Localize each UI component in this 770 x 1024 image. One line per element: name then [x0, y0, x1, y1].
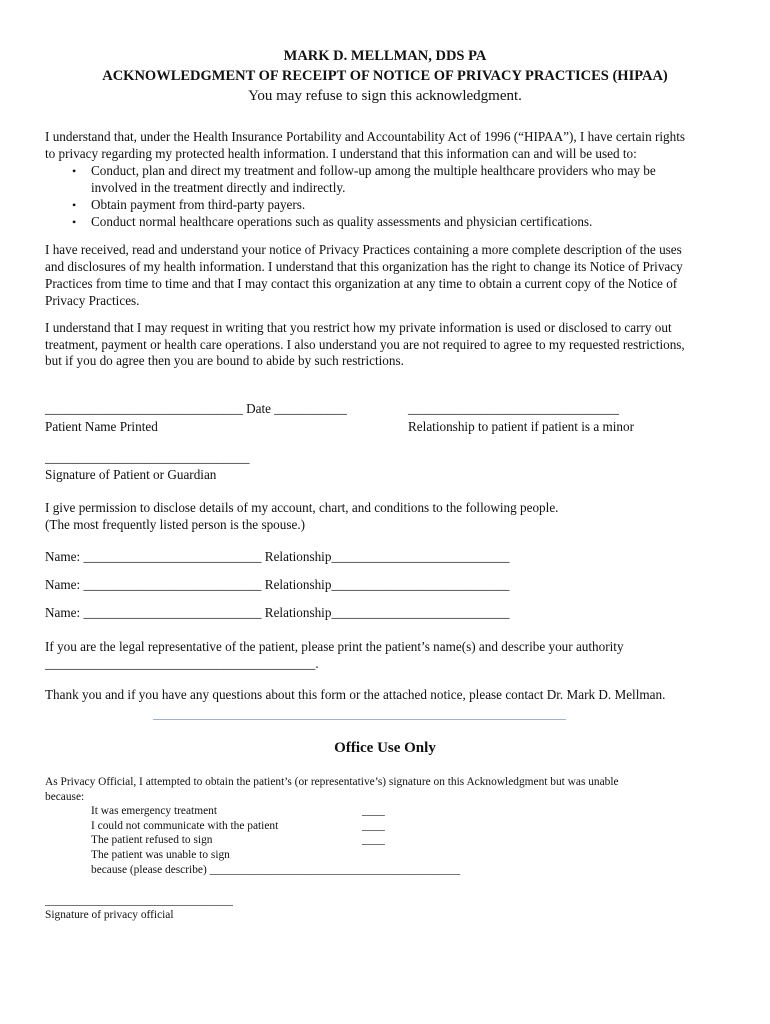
- name-relationship-row-3[interactable]: Name: ___________________________ Relationship___________________________: [45, 605, 510, 620]
- divider: [153, 719, 566, 720]
- office-line-1: As Privacy Official, I attempted to obtain the patient’s (or representative’s) signature on this Acknowledgment but was unable: [45, 776, 619, 788]
- practice-name: MARK D. MELLMAN, DDS PA: [283, 48, 487, 64]
- intro-line-1: I understand that, under the Health Insurance Portability and Accountability Act of 1996 (“HIPAA”), I have certain rights: [45, 129, 686, 144]
- reason-refused-check[interactable]: ____: [362, 834, 385, 846]
- bullet-1-line-1: Conduct, plan and direct my treatment and follow-up among the multiple healthcare providers who may be: [91, 163, 656, 178]
- form-subtitle: You may refuse to sign this acknowledgment.: [248, 88, 522, 104]
- office-use-title: Office Use Only: [334, 740, 436, 756]
- bullet-icon: •: [72, 198, 77, 212]
- intro-line-2: to privacy regarding my protected health information. I understand that this information can and will be used to:: [45, 146, 637, 161]
- bullet-icon: •: [72, 164, 77, 178]
- official-signature-label: Signature of privacy official: [45, 909, 174, 921]
- reason-unable: The patient was unable to sign: [91, 849, 230, 861]
- permission-line-2: (The most frequently listed person is the spouse.): [45, 517, 306, 532]
- permission-line-1: I give permission to disclose details of my account, chart, and conditions to the following people.: [45, 500, 559, 515]
- relationship-label: Relationship to patient if patient is a minor: [408, 419, 634, 434]
- reason-emergency-check[interactable]: ____: [362, 805, 385, 817]
- form-title: ACKNOWLEDGMENT OF RECEIPT OF NOTICE OF PRIVACY PRACTICES (HIPAA): [102, 68, 668, 84]
- para2-line-4: Privacy Practices.: [45, 293, 140, 308]
- reason-communicate: I could not communicate with the patient: [91, 820, 279, 832]
- para3-line-3: but if you do agree then you are bound to abide by such restrictions.: [45, 353, 404, 368]
- signature-line[interactable]: _______________________________: [45, 450, 250, 465]
- para2-line-1: I have received, read and understand your notice of Privacy Practices containing a more complete description of the uses: [45, 242, 682, 257]
- legal-rep-line-1: If you are the legal representative of the patient, please print the patient’s name(s) and describe your authority: [45, 639, 624, 654]
- reason-describe[interactable]: because (please describe) ____________________________________________: [91, 864, 461, 876]
- para2-line-2: and disclosures of my health information. I understand that this organization has the right to change its Notice of Privacy: [45, 259, 683, 274]
- bullet-3: Conduct normal healthcare operations such as quality assessments and physician certifications.: [91, 214, 593, 229]
- bullet-icon: •: [72, 215, 77, 229]
- official-signature-line[interactable]: _________________________________: [45, 895, 233, 907]
- office-line-2: because:: [45, 791, 85, 803]
- patient-name-date-line[interactable]: ______________________________ Date ___________: [45, 401, 347, 416]
- patient-name-label: Patient Name Printed: [45, 419, 158, 434]
- name-relationship-row-2[interactable]: Name: ___________________________ Relationship___________________________: [45, 577, 510, 592]
- name-relationship-row-1[interactable]: Name: ___________________________ Relationship___________________________: [45, 549, 510, 564]
- signature-label: Signature of Patient or Guardian: [45, 467, 217, 482]
- legal-rep-line-2[interactable]: _________________________________________.: [45, 656, 319, 671]
- para3-line-2: treatment, payment or health care operations. I also understand you are not required to agree to my requested restrictions,: [45, 337, 685, 352]
- bullet-2: Obtain payment from third-party payers.: [91, 197, 306, 212]
- para2-line-3: Practices from time to time and that I may contact this organization at any time to obtain a current copy of the Notice of: [45, 276, 678, 291]
- reason-refused: The patient refused to sign: [91, 834, 213, 846]
- thanks-line: Thank you and if you have any questions about this form or the attached notice, please contact Dr. Mark D. Mellman.: [45, 687, 666, 702]
- reason-emergency: It was emergency treatment: [91, 805, 217, 817]
- bullet-1-line-2: involved in the treatment directly and indirectly.: [91, 180, 346, 195]
- reason-communicate-check[interactable]: ____: [362, 820, 385, 832]
- para3-line-1: I understand that I may request in writing that you restrict how my private information is used or disclosed to carry out: [45, 320, 672, 335]
- relationship-line[interactable]: ________________________________: [408, 401, 619, 416]
